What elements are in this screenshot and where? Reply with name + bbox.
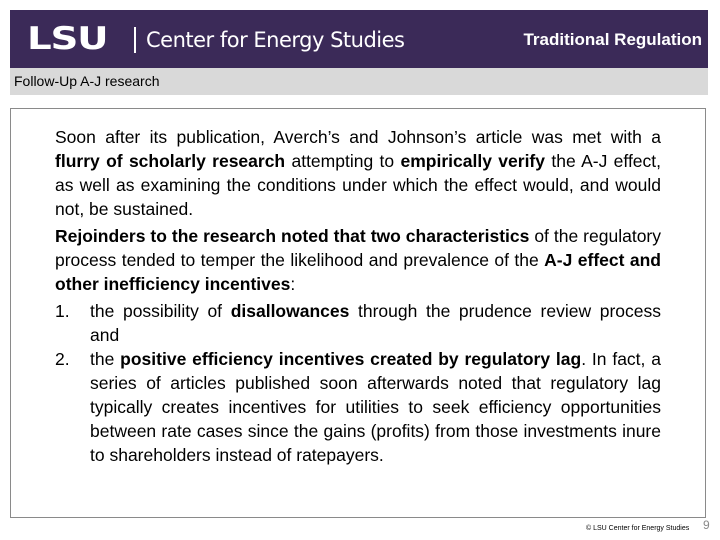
list-item xyxy=(55,347,661,467)
subheader-bar xyxy=(10,68,708,95)
content-box xyxy=(10,108,706,518)
lsu-logo: LSU xyxy=(27,21,108,57)
slide-title: Follow-Up A-J research xyxy=(14,73,160,89)
list-item xyxy=(55,299,661,347)
p2-bold-1: Rejoinders to the research noted that two characteristics xyxy=(55,226,530,246)
p1-bold-2: empirically verify xyxy=(400,151,545,171)
p2-bold-2: A-J effect and other inefficiency incentives xyxy=(55,250,661,294)
list-item-2-bold: positive efficiency incentives created by regulatory lag xyxy=(120,349,582,369)
p2-text-1: of the regulatory process tended to temper the likelihood and prevalence of the xyxy=(55,226,662,270)
numbered-list xyxy=(55,299,661,467)
body-text xyxy=(55,125,661,467)
slide-section-title: Traditional Regulation xyxy=(523,30,702,49)
header-bar xyxy=(10,10,708,68)
list-number: 2. xyxy=(55,349,70,369)
p1-bold-1: flurry of scholarly research xyxy=(55,151,286,171)
list-item-2-text-2: . In fact, a series of articles published soon afterwards noted that regulatory lag typically creates incentives for utilities to seek efficiency opportunities between rate cases since the gains (profits) from those investments inure to shareholders instead of ratepayers. xyxy=(90,349,661,465)
p1-text-1: Soon after its publication, Averch’s and Johnson’s article was met with a xyxy=(55,127,661,147)
p1-text-3: the A-J effect, as well as examining the conditions under which the effect would, and would not, be sustained. xyxy=(55,151,662,219)
paragraph-2 xyxy=(55,224,661,296)
p1-text-2: attempting to xyxy=(285,151,401,171)
logo-divider xyxy=(134,27,136,53)
p2-text-2: : xyxy=(290,274,296,294)
list-item-1-bold: disallowances xyxy=(230,301,350,321)
list-item-1-text-1: the possibility of xyxy=(90,301,231,321)
page-number: 9 xyxy=(703,518,710,532)
list-number: 1. xyxy=(55,301,70,321)
list-item-1-text-2: through the prudence review process and xyxy=(90,301,662,345)
footer-copyright: © LSU Center for Energy Studies xyxy=(586,525,690,532)
paragraph-1 xyxy=(55,125,661,221)
list-item-2-text-1: the xyxy=(90,349,121,369)
org-name: Center for Energy Studies xyxy=(146,28,405,52)
